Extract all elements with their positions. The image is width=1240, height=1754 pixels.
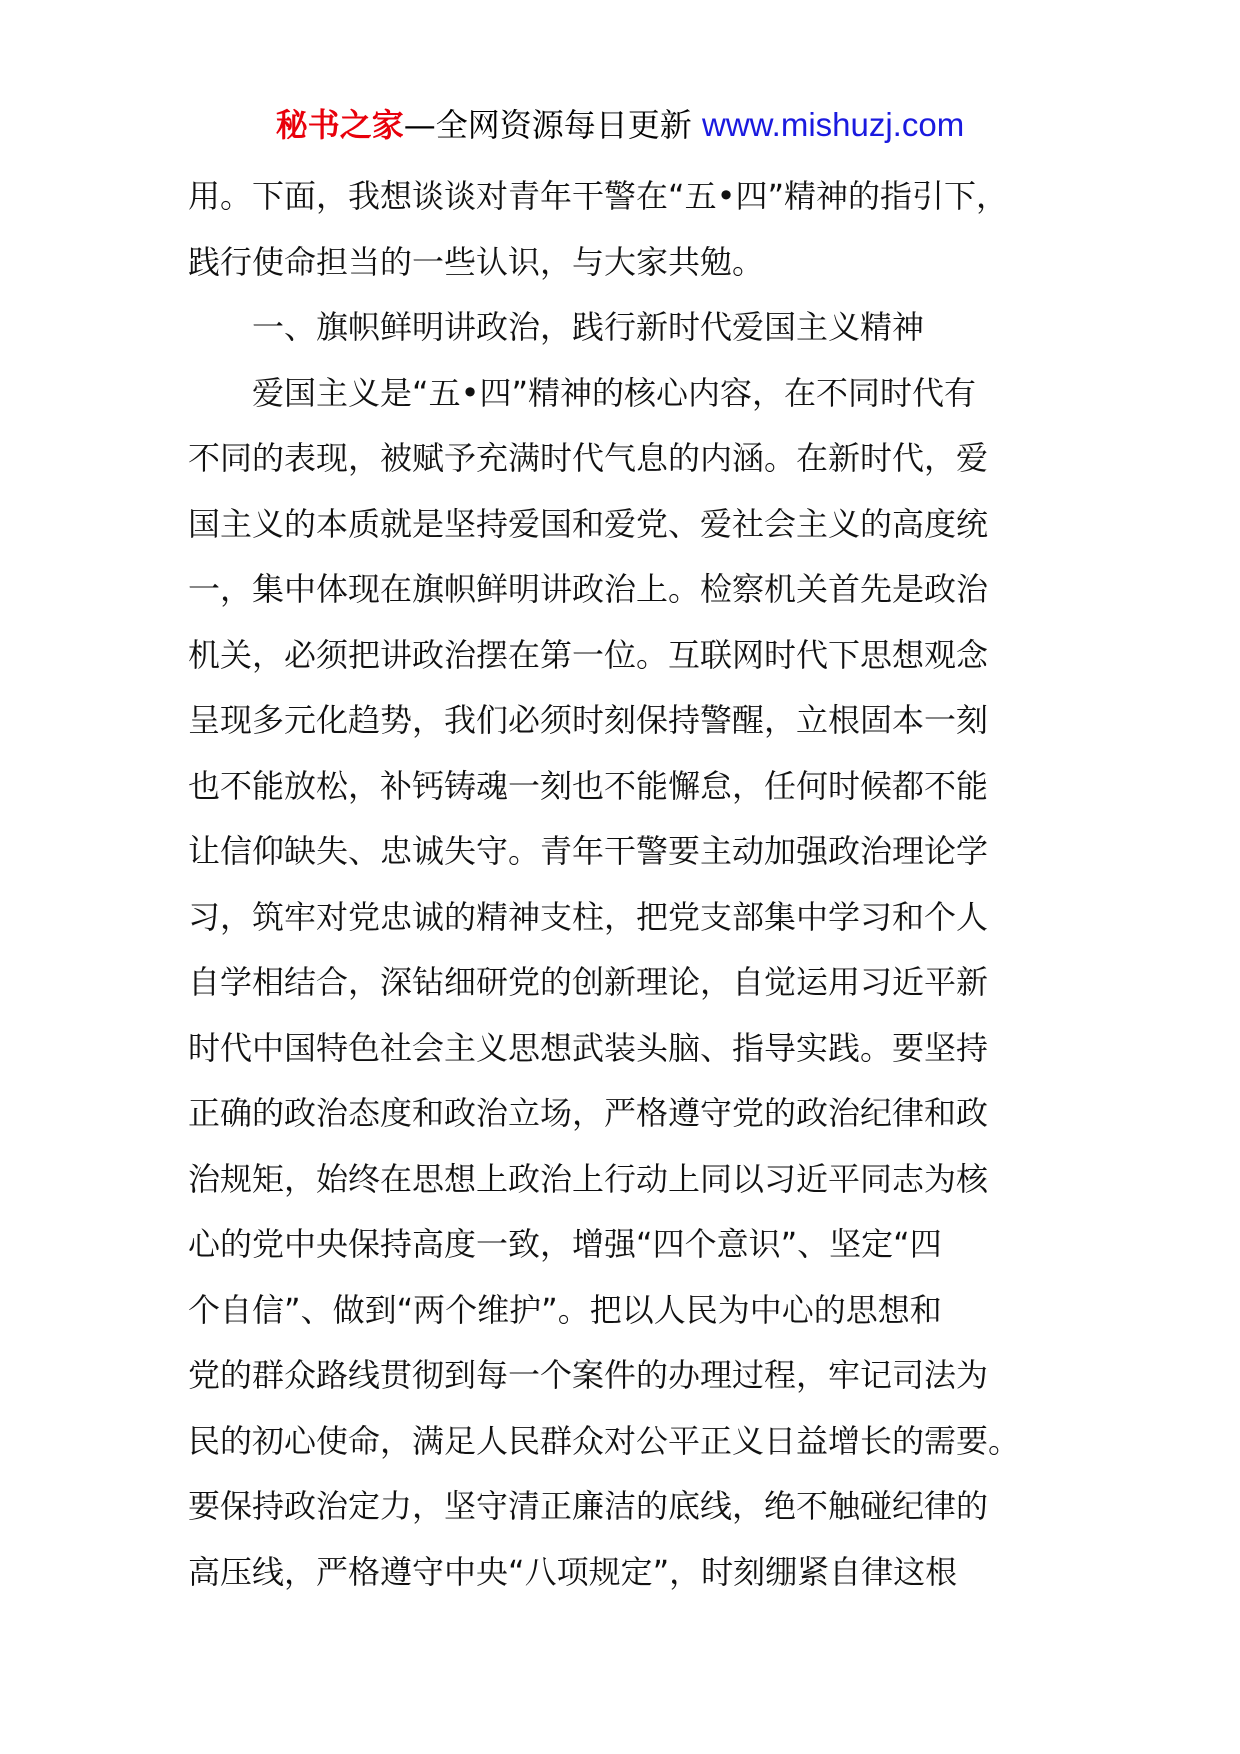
text-line: 也不能放松，补钙铸魂一刻也不能懈怠，任何时候都不能 (188, 766, 989, 805)
text-line: 一，集中体现在旗帜鲜明讲政治上。检察机关首先是政治 (188, 570, 989, 608)
text-line: 让信仰缺失、忠诚失守。青年干警要主动加强政治理论学 (188, 832, 989, 870)
text-line: 时代中国特色社会主义思想武装头脑、指导实践。要坚持 (188, 1028, 989, 1067)
text-line: 自学相结合，深钻细研党的创新理论，自觉运用习近平新 (188, 963, 989, 1001)
text-line: 正确的政治态度和政治立场，严格遵守党的政治纪律和政 (188, 1094, 989, 1132)
document-body (188, 164, 1068, 1605)
site-tagline: —全网资源每日更新 (403, 106, 702, 144)
text-line: 个自信”、做到“两个维护”。把以人民为中心的思想和 (188, 1290, 942, 1329)
text-line: 习，筑牢对党忠诚的精神支柱，把党支部集中学习和个人 (188, 897, 989, 936)
section-heading: 一、旗帜鲜明讲政治，践行新时代爱国主义精神 (252, 308, 925, 346)
text-line: 呈现多元化趋势，我们必须时刻保持警醒，立根固本一刻 (188, 701, 989, 739)
text-line: 党的群众路线贯彻到每一个案件的办理过程，牢记司法为 (188, 1356, 989, 1394)
site-header (0, 98, 1240, 152)
paragraph-first-line: 爱国主义是“五•四”精神的核心内容，在不同时代有 (252, 373, 977, 412)
site-url-link[interactable]: www.mishuzj.com (701, 106, 965, 143)
text-line: 践行使命担当的一些认识，与大家共勉。 (188, 242, 765, 281)
site-brand: 秘书之家 (275, 106, 404, 144)
text-line: 用。下面，我想谈谈对青年干警在“五•四”精神的指引下， (188, 177, 1009, 215)
text-line: 要保持政治定力，坚守清正廉洁的底线，绝不触碰纪律的 (188, 1487, 989, 1525)
text-line: 机关，必须把讲政治摆在第一位。互联网时代下思想观念 (188, 635, 989, 674)
text-line: 高压线，严格遵守中央“八项规定”，时刻绷紧自律这根 (188, 1552, 958, 1591)
text-line: 国主义的本质就是坚持爱国和爱党、爱社会主义的高度统 (188, 504, 989, 543)
text-line: 心的党中央保持高度一致，增强“四个意识”、坚定“四 (188, 1225, 942, 1263)
text-line: 不同的表现，被赋予充满时代气息的内涵。在新时代，爱 (188, 439, 989, 477)
text-line: 治规矩，始终在思想上政治上行动上同以习近平同志为核 (188, 1159, 989, 1198)
text-line: 民的初心使命，满足人民群众对公平正义日益增长的需要。 (188, 1421, 1021, 1460)
